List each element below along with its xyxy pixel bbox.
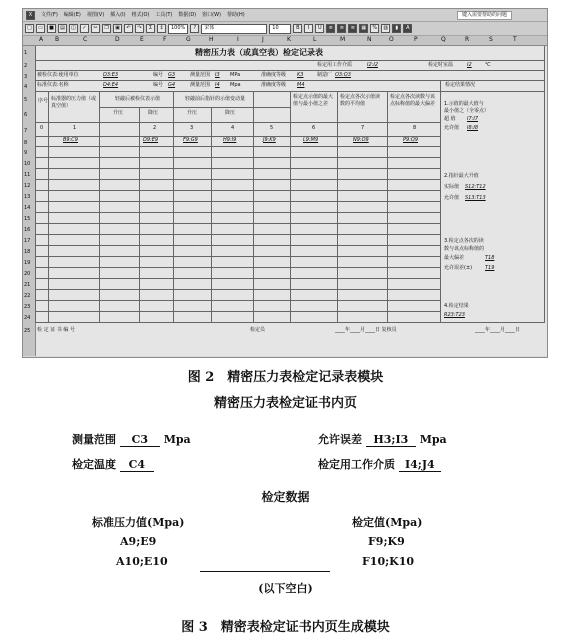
temp-unit: ℃	[485, 62, 491, 68]
medium-value: I2:I2	[367, 62, 378, 68]
figure-2-caption: 图 2 精密压力表检定记录表模块	[187, 370, 384, 385]
sum-icon[interactable]: Σ	[146, 24, 155, 33]
row-header[interactable]: 16	[24, 227, 31, 233]
footer-inspector: 检定员	[250, 327, 266, 333]
results-header: 检定结果情况	[445, 82, 476, 88]
data-cell: P9:Q9	[403, 137, 418, 143]
paste-icon[interactable]: ▣	[113, 24, 122, 33]
header-var: 检定点各次读数与该点标称值的最大偏差	[390, 94, 436, 107]
preview-icon[interactable]: ◫	[69, 24, 78, 33]
header-avg: 检定点各次示值读数的平均值	[340, 94, 381, 107]
underline-icon[interactable]: U	[315, 24, 324, 33]
bold-icon[interactable]: B	[293, 24, 302, 33]
col-header[interactable]: F	[163, 36, 167, 43]
num-cell: 4	[231, 125, 235, 131]
side-r2b-value: S12:T12	[465, 184, 486, 190]
spreadsheet-screenshot	[22, 8, 548, 358]
row-header[interactable]: 22	[24, 293, 31, 299]
data-cell: N9:O9	[353, 137, 369, 143]
col-header[interactable]: J	[262, 36, 264, 43]
menu-help[interactable]: 帮助(H)	[227, 11, 245, 18]
redo-icon[interactable]: ↷	[135, 24, 144, 33]
row-header[interactable]: 20	[24, 271, 31, 277]
std-value: D4:E4	[103, 82, 119, 88]
cell-grid	[35, 46, 545, 356]
open-folder-icon[interactable]: ▭	[36, 24, 45, 33]
print-icon[interactable]: ▤	[58, 24, 67, 33]
side-r1a: 1.示值的最大值与	[444, 101, 484, 107]
col-header[interactable]: A	[39, 36, 44, 43]
row-header[interactable]: 3	[24, 74, 28, 80]
side-r3b: 数与该点标称值的	[444, 246, 485, 252]
side-r3d-value: T19	[485, 265, 495, 271]
row-header[interactable]: 8	[24, 140, 28, 146]
grade-label: 准确度等级	[261, 72, 287, 78]
side-r1d-value: I8:I8	[467, 125, 478, 131]
cert-error-label: 允许误差	[318, 433, 362, 446]
std-range-value: I4	[215, 82, 220, 88]
col-header[interactable]: N	[367, 36, 372, 43]
cert-error-value: H3;I3	[366, 433, 416, 447]
menu-tools[interactable]: 工具(T)	[155, 11, 173, 18]
no-value: G3	[168, 72, 176, 78]
italic-icon[interactable]: I	[304, 24, 313, 33]
cert-temp-line	[72, 456, 154, 472]
font-size-select[interactable]: 10	[269, 24, 291, 34]
row-header[interactable]: 19	[24, 260, 31, 266]
new-file-icon[interactable]: □	[25, 24, 34, 33]
side-r1c-value: I7:I7	[467, 116, 478, 122]
row-header[interactable]: 5	[24, 97, 28, 103]
merge-icon[interactable]: ▦	[359, 24, 368, 33]
footer-cert: 检 定 证 书 编 号	[37, 327, 75, 333]
align-right-icon[interactable]: ≡	[348, 24, 357, 33]
temp-label: 检定时室温	[428, 62, 454, 68]
data-cell: L9:M9	[303, 137, 319, 143]
copy-icon[interactable]: ❐	[102, 24, 111, 33]
side-r4a: 4.检定结果	[444, 303, 469, 309]
toolbar	[23, 22, 548, 36]
side-r3a: 3.检定点各次的读	[444, 238, 484, 244]
row-header[interactable]: 9	[24, 150, 28, 156]
row-header[interactable]: 24	[24, 315, 31, 321]
certificate-title: 精密压力表检定证书内页	[213, 396, 357, 411]
num-cell: 2	[153, 125, 157, 131]
range-unit: MPa	[230, 72, 241, 78]
sheet-title: 精密压力表（或真空表）检定记录表	[195, 48, 323, 57]
cert-range-label: 测量范围	[72, 433, 116, 446]
menu-insert[interactable]: 插入(I)	[110, 11, 126, 18]
header-std: 标准器的压力值（或真空值）	[51, 96, 97, 109]
std-label: 标准仪表:名称	[37, 82, 69, 88]
menu-bar	[23, 9, 548, 22]
figure-3-caption: 图 3 精密表检定证书内页生成模块	[181, 620, 390, 635]
row-header[interactable]: 14	[24, 205, 31, 211]
col-header[interactable]: T	[513, 36, 517, 43]
cert-temp-label: 检定温度	[72, 458, 116, 471]
spell-icon[interactable]: ✓	[80, 24, 89, 33]
range-label: 测量范围	[190, 72, 211, 78]
footer-date1: ____年____月____日 复核员	[335, 327, 397, 333]
col-header[interactable]: R	[465, 36, 470, 43]
num-cell: 7	[361, 125, 365, 131]
row-header[interactable]: 6	[24, 112, 28, 118]
menu-edit[interactable]: 编辑(E)	[63, 11, 81, 18]
num-cell: 5	[270, 125, 274, 131]
menu-window[interactable]: 窗口(W)	[202, 11, 221, 18]
medium-label: 检定用工作介质	[317, 62, 353, 68]
cert-row-std: A10;E10	[116, 555, 168, 568]
cert-medium-label: 检定用工作介质	[318, 458, 395, 471]
cert-row-std: A9;E9	[120, 535, 157, 548]
std-range-unit: Mpa	[230, 82, 241, 88]
header-up: 升压	[113, 110, 124, 116]
data-cell: D9:E9	[143, 137, 159, 143]
data-cell: H9:I9	[223, 137, 237, 143]
col-header[interactable]: O	[389, 36, 394, 43]
col-header[interactable]: D	[115, 36, 120, 43]
num-cell: 0	[40, 125, 44, 131]
col-header[interactable]: I	[237, 36, 239, 43]
font-color-icon[interactable]: A	[403, 24, 412, 33]
col-header[interactable]: G	[186, 36, 191, 43]
mfr-label: 制造厂	[317, 72, 333, 78]
header-pointer: 轻敲前后指针的示值变动量	[185, 96, 246, 102]
side-r2a: 2.指针最大升值	[444, 173, 479, 179]
side-r1c: 超 值	[444, 116, 456, 122]
data-cell: F9:G9	[183, 137, 198, 143]
cut-icon[interactable]: ✂	[91, 24, 100, 33]
header-seq: 序号	[38, 98, 49, 104]
help-search-box[interactable]: 键入需要帮助的问题	[457, 11, 512, 20]
app-icon: X	[26, 11, 35, 20]
zoom-select[interactable]: 100%	[168, 24, 188, 34]
std-range-label: 测量范围	[190, 82, 211, 88]
cert-range-value: C3	[120, 433, 160, 447]
menu-format[interactable]: 格式(O)	[131, 11, 150, 18]
header-maxerr: 检定点示值的最大值与最小值之差	[293, 94, 334, 107]
range-value: I3	[215, 72, 220, 78]
align-left-icon[interactable]: ≡	[326, 24, 335, 33]
cert-data-title: 检定数据	[261, 490, 310, 504]
side-r4b: R23:T23	[444, 312, 465, 318]
menu-view[interactable]: 视图(V)	[86, 11, 105, 18]
data-cell: J9:K9	[263, 137, 276, 143]
mfr-value: O3:Q3	[335, 72, 351, 78]
cert-range-unit: Mpa	[163, 433, 191, 446]
header-up2: 升压	[187, 110, 198, 116]
col-header[interactable]: Q	[441, 36, 446, 43]
borders-icon[interactable]: ▥	[381, 24, 390, 33]
row-header[interactable]: 13	[24, 194, 31, 200]
column-headers	[23, 36, 547, 46]
help-icon[interactable]: ?	[190, 24, 199, 33]
sheet-area	[23, 46, 547, 356]
row-header[interactable]: 17	[24, 238, 31, 244]
cert-range-line	[72, 431, 191, 447]
side-r3c: 最大偏差	[444, 255, 465, 261]
side-r1d: 允许值	[444, 125, 460, 131]
row-header[interactable]: 2	[24, 63, 28, 69]
cert-blank-note: (以下空白)	[258, 582, 313, 595]
std-no-label: 编号	[153, 82, 164, 88]
row-header[interactable]: 12	[24, 183, 31, 189]
cert-error-line	[318, 431, 447, 447]
col-header[interactable]: E	[140, 36, 144, 43]
menu-file[interactable]: 文件(F)	[41, 11, 58, 18]
row-header[interactable]: 1	[24, 50, 28, 56]
blank-separator-line	[200, 571, 330, 572]
side-r1b: 最小值之（全零点）	[444, 108, 490, 114]
row-header[interactable]: 4	[24, 84, 28, 90]
num-cell: 3	[190, 125, 194, 131]
align-center-icon[interactable]: ≡	[337, 24, 346, 33]
cert-medium-value: I4;J4	[399, 458, 441, 472]
save-icon[interactable]: ■	[47, 24, 56, 33]
font-name-select[interactable]: 宋体	[201, 24, 267, 34]
row-header[interactable]: 10	[24, 161, 31, 167]
side-r3d: 允许误差(±)	[444, 265, 473, 271]
cert-val-header: 检定值(Mpa)	[352, 516, 423, 529]
unit-label: 被检仪表:使用单位	[37, 72, 79, 78]
cert-row-val: F10;K10	[362, 555, 415, 568]
num-cell: 8	[413, 125, 417, 131]
fill-color-icon[interactable]: ▮	[392, 24, 401, 33]
row-header[interactable]: 11	[24, 172, 31, 178]
col-header[interactable]: S	[489, 36, 493, 43]
header-down2: 降压	[225, 110, 236, 116]
num-cell: 1	[73, 125, 77, 131]
cert-std-header: 标准压力值(Mpa)	[92, 516, 185, 529]
grade-value: K3	[297, 72, 304, 78]
side-r2b: 实际值	[444, 184, 460, 190]
col-header[interactable]: H	[209, 36, 214, 43]
col-header[interactable]: B	[55, 36, 60, 43]
unit-value: D3:E3	[103, 72, 119, 78]
cert-error-unit: Mpa	[419, 433, 447, 446]
temp-value: I2	[467, 62, 472, 68]
menu-data[interactable]: 数据(D)	[178, 11, 197, 18]
data-cell: B9:C9	[63, 137, 78, 143]
header-down: 降压	[148, 110, 159, 116]
cert-temp-value: C4	[120, 458, 154, 472]
undo-icon[interactable]: ↶	[124, 24, 133, 33]
cert-row-val: F9;K9	[368, 535, 405, 548]
col-header[interactable]: P	[414, 36, 418, 43]
row-header[interactable]: 15	[24, 216, 31, 222]
col-header[interactable]: L	[313, 36, 317, 43]
sort-icon[interactable]: ↕	[157, 24, 166, 33]
cert-medium-line	[318, 456, 441, 472]
col-header[interactable]: M	[340, 36, 346, 43]
col-header[interactable]: C	[83, 36, 88, 43]
no-label: 编号	[153, 72, 164, 78]
num-cell: 6	[312, 125, 316, 131]
header-gauge: 轻敲后被检仪表示值	[115, 96, 161, 102]
side-r3c-value: T18	[485, 255, 495, 261]
percent-icon[interactable]: %	[370, 24, 379, 33]
col-header[interactable]: K	[287, 36, 291, 43]
side-r2c-value: S13:T13	[465, 195, 486, 201]
row-header[interactable]: 7	[24, 128, 28, 134]
row-header[interactable]: 23	[24, 304, 31, 310]
std-grade-value: M4	[297, 82, 305, 88]
row-header[interactable]: 18	[24, 249, 31, 255]
std-grade-label: 准确度等级	[261, 82, 287, 88]
std-no-value: G4	[168, 82, 176, 88]
footer-date2: ____年____月____日	[475, 327, 521, 333]
row-header[interactable]: 21	[24, 282, 31, 288]
row-header[interactable]: 25	[24, 328, 31, 334]
side-r2c: 允许值	[444, 195, 460, 201]
